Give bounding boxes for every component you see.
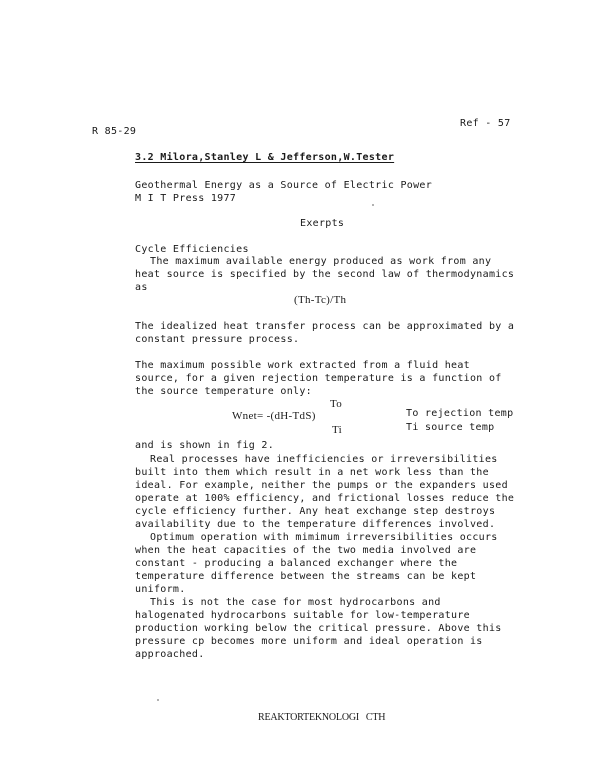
- reference-number: Ref - 57: [460, 118, 511, 129]
- integral-upper-limit: To: [330, 398, 343, 410]
- report-number: R 85-29: [92, 126, 137, 137]
- paragraph-line: source, for a given rejection temperature is a function of: [135, 373, 502, 384]
- paragraph-line: pressure cp becomes more uniform and ideal operation is: [135, 636, 483, 647]
- citation-authors: 3.2 Milora,Stanley L & Jefferson,W.Tester: [135, 152, 395, 163]
- paragraph-line: cycle efficiency further. Any heat exchange step destroys: [135, 506, 496, 517]
- paragraph-line: Optimum operation with mimimum irreversibilities occurs: [150, 532, 498, 543]
- work-equation: Wnet= -(dH-TdS): [232, 410, 316, 422]
- paragraph-line: This is not the case for most hydrocarbons and: [150, 597, 441, 608]
- paragraph-line: and is shown in fig 2.: [135, 440, 275, 451]
- citation-publisher: M I T Press 1977: [135, 193, 237, 204]
- paragraph-line: The maximum possible work extracted from a fluid heat: [135, 360, 470, 371]
- paragraph-line: constant pressure process.: [135, 334, 300, 345]
- paragraph-line: availability due to the temperature differences involved.: [135, 519, 496, 530]
- citation-title: Geothermal Energy as a Source of Electric Power: [135, 180, 433, 191]
- paragraph-line: when the heat capacities of the two media involved are: [135, 545, 477, 556]
- paragraph-line: The idealized heat transfer process can be approximated by a: [135, 321, 515, 332]
- paragraph-line: as: [135, 282, 148, 293]
- footer-institution: REAKTORTEKNOLOGI CTH: [258, 712, 386, 723]
- paragraph-line: operate at 100% efficiency, and frictional losses reduce the: [135, 493, 515, 504]
- section-heading: Cycle Efficiencies: [135, 244, 249, 255]
- paragraph-line: constant - producing a balanced exchanger where the: [135, 558, 458, 569]
- paragraph-line: built into them which result in a net work less than the: [135, 467, 489, 478]
- paragraph-line: heat source is specified by the second law of thermodynamics: [135, 269, 515, 280]
- paragraph-line: Real processes have inefficiencies or irreversibilities: [150, 454, 498, 465]
- equation-note-source: Ti source temp: [406, 422, 495, 433]
- efficiency-formula: (Th-Tc)/Th: [294, 294, 347, 306]
- paragraph-line: halogenated hydrocarbons suitable for low-temperature: [135, 610, 470, 621]
- paragraph-line: the source temperature only:: [135, 386, 312, 397]
- paragraph-line: uniform.: [135, 584, 186, 595]
- scan-speck: [372, 204, 374, 206]
- section-label: Exerpts: [300, 218, 345, 229]
- integral-lower-limit: Ti: [332, 424, 342, 436]
- paragraph-line: temperature difference between the streams can be kept: [135, 571, 477, 582]
- scan-speck: [157, 699, 159, 701]
- paragraph-line: ideal. For example, neither the pumps or the expanders used: [135, 480, 508, 491]
- paragraph-line: approached.: [135, 649, 205, 660]
- equation-note-rejection: To rejection temp: [406, 408, 514, 419]
- paragraph-line: production working below the critical pressure. Above this: [135, 623, 502, 634]
- paragraph-line: The maximum available energy produced as work from any: [150, 256, 492, 267]
